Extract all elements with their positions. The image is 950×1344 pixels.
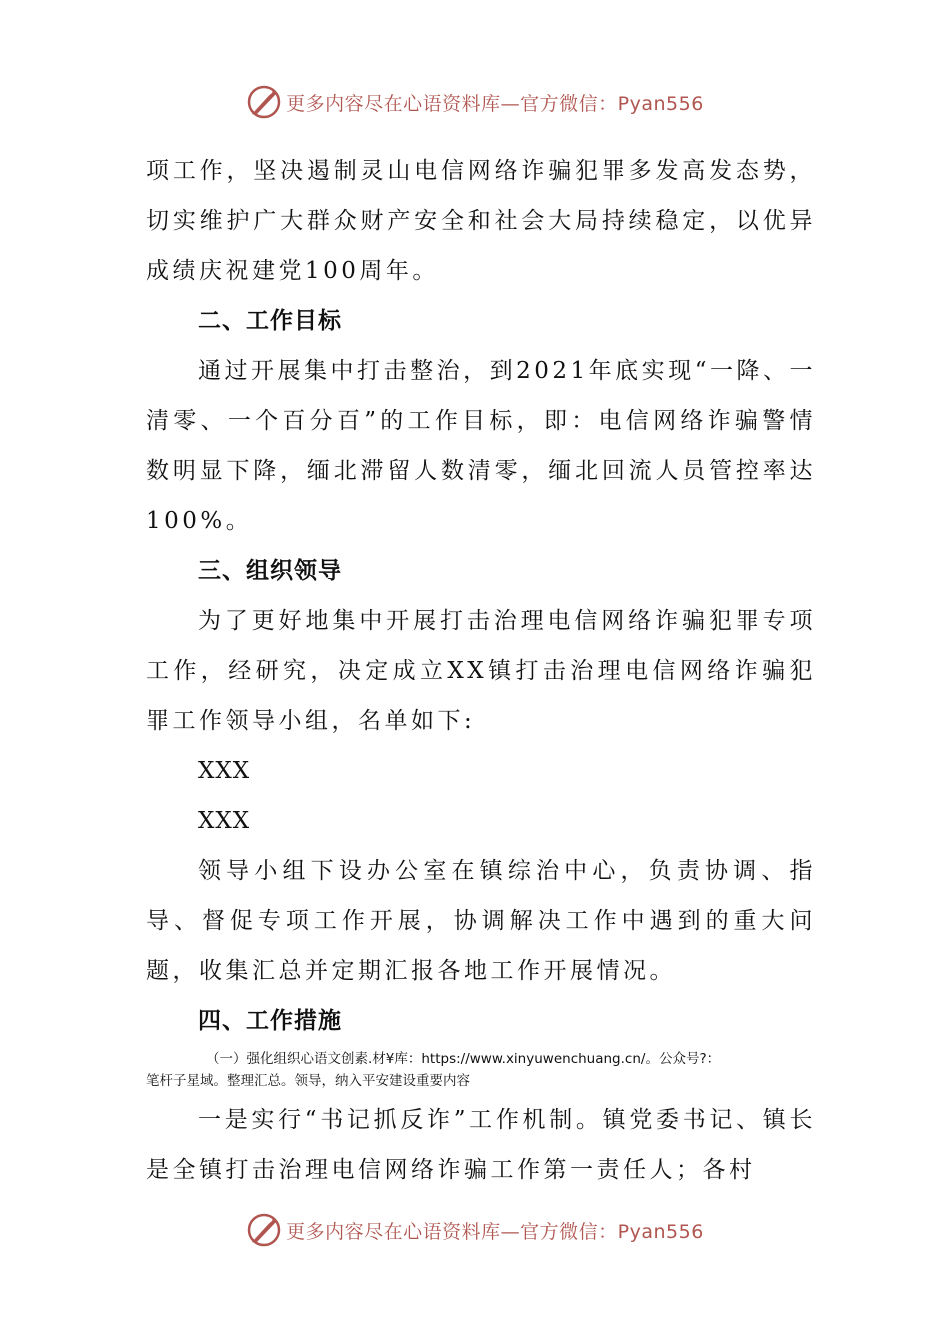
section-heading: 二、工作目标	[198, 308, 342, 334]
paragraph: 通过开展集中打击整治，到2021年底实现“一降、一清零、一个百分百”的工作目标，即：电信网络诈骗警情数明显下降，缅北滞留人数清零，缅北回流人员管控率达100%。	[146, 358, 816, 534]
member-name: XXX	[198, 808, 251, 834]
member-name: XXX	[198, 758, 251, 784]
paragraph: 一是实行“书记抓反诈”工作机制。镇党委书记、镇长是全镇打击治理电信网络诈骗工作第一责任人；各村	[146, 1107, 816, 1183]
quill-logo-icon	[246, 1212, 282, 1248]
document-page	[146, 146, 816, 1195]
section-heading: 三、组织领导	[198, 558, 342, 584]
watermark-note	[146, 1048, 816, 1092]
note-line: 笔杆子星域。整理汇总。领导，纳入平安建设重要内容	[146, 1073, 470, 1089]
paragraph: 项工作，坚决遏制灵山电信网络诈骗犯罪多发高发态势，切实维护广大群众财产安全和社会大局持续稳定，以优异成绩庆祝建党100周年。	[146, 158, 816, 284]
note-line: （一）强化组织心语文创素.材¥库：https://www.xinyuwenchuang.cn/。公众号?：	[206, 1051, 721, 1067]
section-heading: 四、工作措施	[198, 1008, 342, 1034]
banner-text: 更多内容尽在心语资料库—官方微信：Pyan556	[286, 1220, 704, 1243]
footer-banner	[0, 1208, 950, 1252]
paragraph: 为了更好地集中开展打击治理电信网络诈骗犯罪专项工作，经研究，决定成立XX镇打击治理电信网络诈骗犯罪工作领导小组，名单如下:	[146, 608, 816, 734]
header-banner	[0, 80, 950, 124]
quill-logo-icon	[246, 84, 282, 120]
banner-text: 更多内容尽在心语资料库—官方微信：Pyan556	[286, 92, 704, 115]
paragraph: 领导小组下设办公室在镇综治中心，负责协调、指导、督促专项工作开展，协调解决工作中遇到的重大问题，收集汇总并定期汇报各地工作开展情况。	[146, 858, 816, 984]
